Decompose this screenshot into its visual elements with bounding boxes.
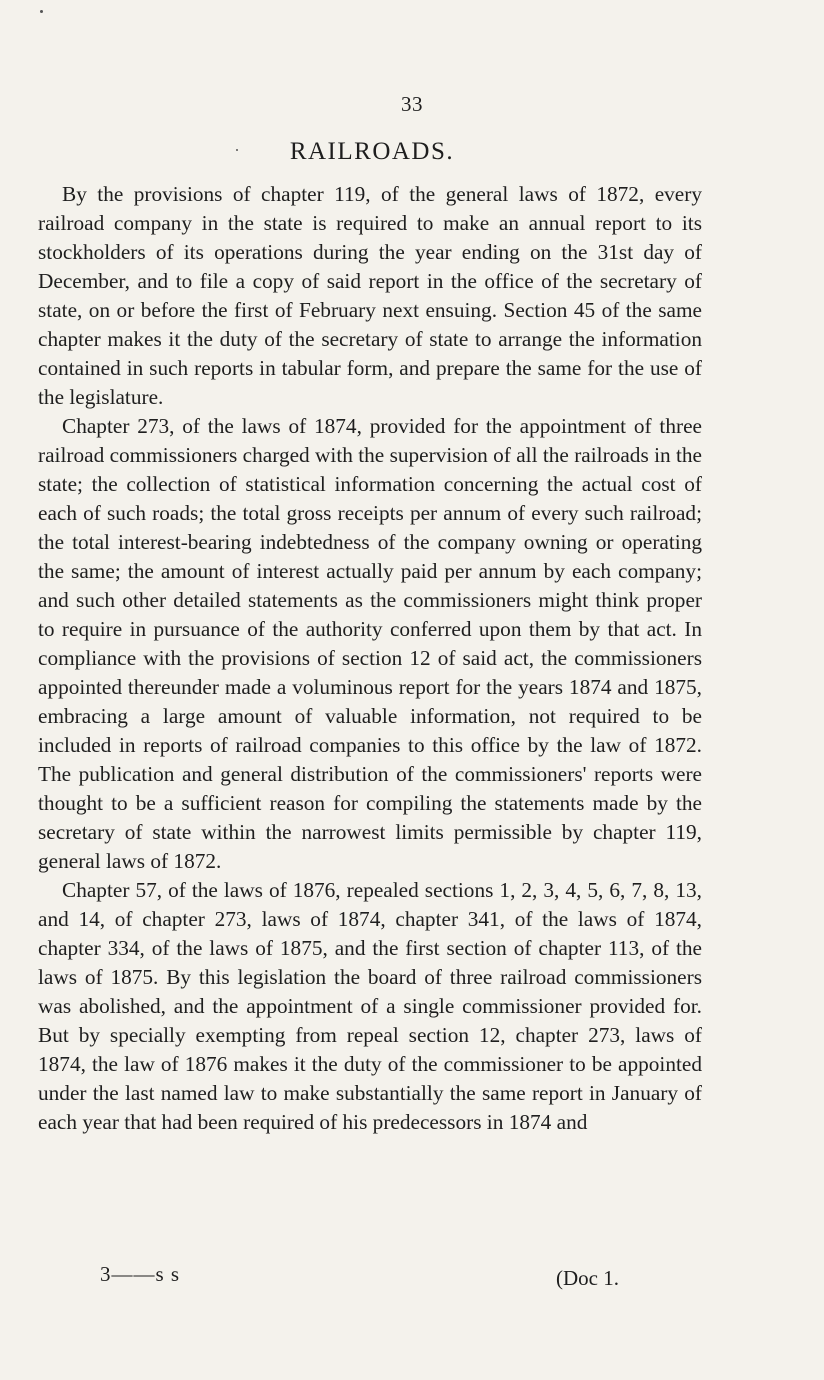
page-title: RAILROADS.	[289, 138, 455, 165]
ink-speck	[40, 10, 43, 13]
signature-mark: 3——s s	[100, 1262, 181, 1286]
page-number: 33	[401, 92, 423, 116]
paragraph: Chapter 57, of the laws of 1876, repealed sections 1, 2, 3, 4, 5, 6, 7, 8, 13, and 14, of chapter 273, laws of 1874, chapter 341, of the laws of 1874, chapter 334, of the laws of 1875, and the first section of chapter 113, of the laws of 1875. By this legislation the board of three railroad commissioners was abolished, and the appointment of a single commissioner provided for. But by specially exempting from repeal section 12, chapter 273, laws of 1874, the law of 1876 makes it the duty of the commissioner to be appointed under the last named law to make substantially the same report in January of each year that had been required of his predecessors in 1874 and	[38, 878, 702, 1134]
paragraph: By the provisions of chapter 119, of the general laws of 1872, every railroad company in the state is required to make an annual report to its stockholders of its operations during the year ending on the 31st day of December, and to file a copy of said report in the office of the secretary of state, on or before the first of February next ensuing. Section 45 of the same chapter makes it the duty of the secretary of state to arrange the information contained in such reports in tabular form, and prepare the same for the use of the legislature.	[38, 182, 702, 409]
document-reference: (Doc 1.	[556, 1266, 619, 1290]
body-text	[38, 180, 702, 1137]
paragraph: Chapter 273, of the laws of 1874, provided for the appointment of three railroad commissioners charged with the supervision of all the railroads in the state; the collection of statistical information concerning the actual cost of each of such roads; the total gross receipts per annum of every such railroad; the total interest-bearing indebtedness of the company owning or operating the same; the amount of interest actually paid per annum by each company; and such other detailed statements as the commissioners might think proper to require in pursuance of the authority conferred upon them by that act. In compliance with the provisions of section 12 of said act, the commissioners appointed thereunder made a voluminous report for the years 1874 and 1875, embracing a large amount of valuable information, not required to be included in reports of railroad companies to this office by the law of 1872. The publication and general distribution of the commissioners' reports were thought to be a sufficient reason for compiling the statements made by the secretary of state within the narrowest limits permissible by chapter 119, general laws of 1872.	[38, 414, 702, 873]
